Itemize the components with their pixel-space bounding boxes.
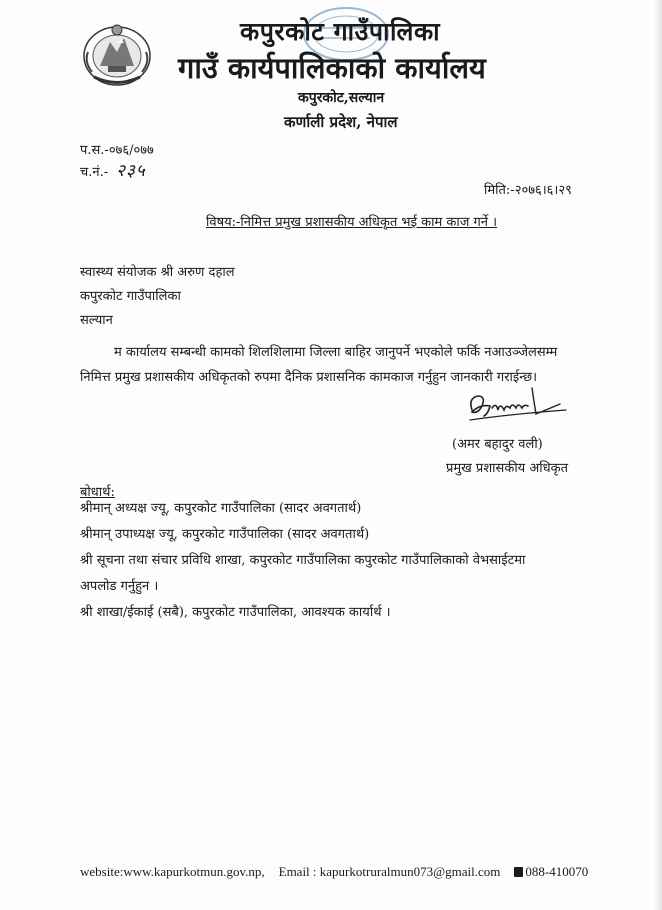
office-name: गाउँ कार्यपालिकाको कार्यालय — [178, 51, 486, 85]
fiscal-year-reference: प.स.-०७६/०७७ — [80, 143, 154, 158]
footer-phone: 088-410070 — [525, 864, 589, 879]
dispatch-number-line — [80, 158, 146, 181]
footer-email: Email : kapurkotruralmun073@gmail.com — [278, 864, 501, 879]
recipient-location: सल्यान — [80, 313, 113, 328]
cc-item: श्री शाखा/ईकाई (सबै), कपुरकोट गाउँपालिका, आवश्यक कार्यार्थ । — [80, 605, 391, 620]
body-line: निमित्त प्रमुख प्रशासकीय अधिकृतको रुपमा दैनिक प्रशासनिक कामकाज गर्नुहुन जानकारी गराईन्छ। — [80, 370, 538, 385]
telephone-icon — [514, 867, 523, 877]
body-line: म कार्यालय सम्बन्धी कामको शिलशिलामा जिल्ला बाहिर जानुपर्ने भएकोले फर्कि नआउञ्जेलसम्म — [114, 345, 558, 360]
cc-item: श्री सूचना तथा संचार प्रविधि शाखा, कपुरकोट गाउँपालिका कपुरकोट गाउँपालिकाको वेभसाईटमा — [80, 553, 526, 568]
nepal-government-emblem-icon — [80, 22, 154, 88]
handwritten-signature-icon — [462, 384, 572, 428]
municipality-name: कपुरकोट गाउँपालिका — [240, 17, 441, 46]
cc-heading: बोधार्थ: — [80, 485, 115, 500]
letter-footer — [80, 864, 588, 880]
signatory-title: प्रमुख प्रशासकीय अधिकृत — [446, 461, 569, 476]
letter-body — [80, 340, 620, 390]
province-name: कर्णाली प्रदेश, नेपाल — [284, 113, 398, 131]
letter-date: मिति:-२०७६।६।२९ — [484, 183, 572, 198]
footer-website: website:www.kapurkotmun.gov.np, — [80, 864, 265, 879]
page-edge-shadow — [654, 0, 662, 910]
letter-subject: विषय:-निमित्त प्रमुख प्रशासकीय अधिकृत भई काम काज गर्ने । — [206, 215, 498, 230]
cc-item: श्रीमान् अध्यक्ष ज्यू, कपुरकोट गाउँपालिका (सादर अवगतार्थ) — [80, 501, 362, 516]
office-location: कपुरकोट,सल्यान — [298, 90, 385, 106]
cc-list — [80, 496, 640, 626]
signatory-name: (अमर बहादुर वली) — [452, 437, 543, 452]
dispatch-number: २३५ — [116, 161, 146, 181]
cc-item: अपलोड गर्नुहुन । — [80, 579, 159, 594]
recipient-office: कपुरकोट गाउँपालिका — [80, 289, 181, 304]
cc-item: श्रीमान् उपाध्यक्ष ज्यू, कपुरकोट गाउँपालिका (सादर अवगतार्थ) — [80, 527, 370, 542]
recipient-name: स्वास्थ्य संयोजक श्री अरुण दहाल — [80, 265, 235, 280]
dispatch-label: च.नं.- — [80, 165, 109, 180]
